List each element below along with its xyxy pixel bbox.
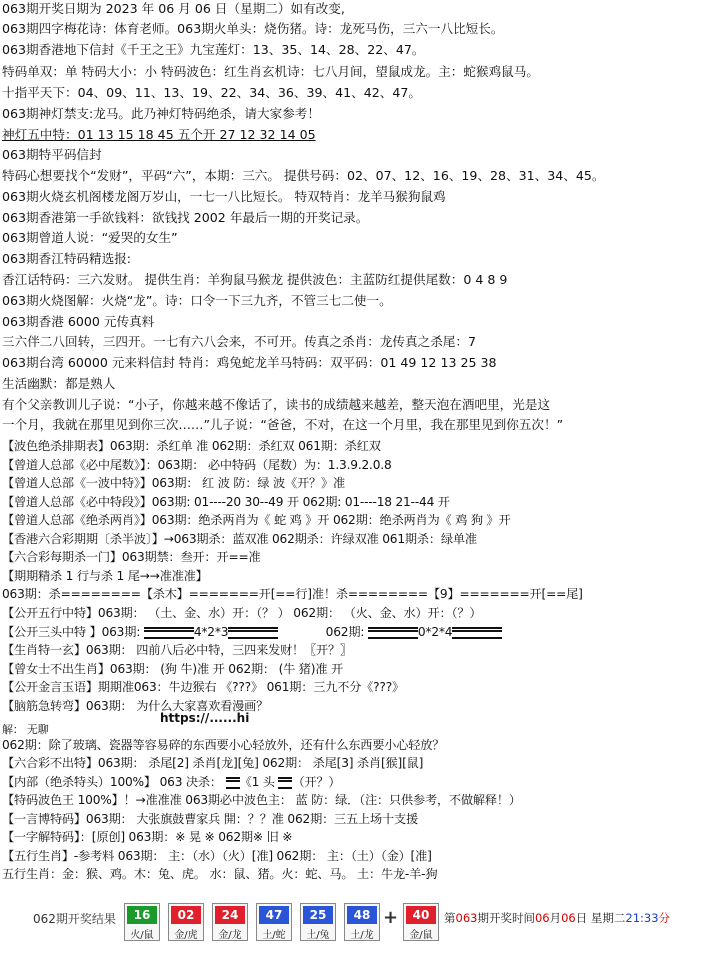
next-time: 21:33 — [625, 911, 659, 925]
url-watermark: https://......hi — [160, 711, 250, 725]
next-mid: 期开奖时间 — [477, 911, 535, 925]
kill-head-line — [2, 775, 340, 790]
text-line: 063期香港第一手欲钱料：欲钱找 2002 年最后一期的开奖记录。 — [2, 210, 369, 225]
ball-number: 48 — [347, 906, 377, 924]
ball-number: 24 — [215, 906, 245, 924]
text-line: 063期香江特码精选报: — [2, 251, 132, 266]
kill-head-result: （开？） — [292, 775, 341, 789]
three-head-062: 0*2*4 — [417, 625, 453, 639]
text-line: 063期香港地下信封《千王之王》九宝莲灯：13、35、14、28、22、47。 — [2, 42, 425, 57]
text-line: 063期火烧图解：火烧“龙”。诗：口令一下三九齐，不管三七二使一。 — [2, 293, 392, 308]
text-line: 五行生肖：金：猴、鸡。木：兔、虎。 水：鼠、猪。火：蛇、马。 土：牛龙-羊-狗 — [2, 867, 438, 881]
text-line: 【脑筋急转弯】063期： 为什么大家喜欢看漫画？ — [2, 699, 269, 713]
block-mark — [452, 627, 502, 639]
text-line: 【一言博特码】063期： 大张旗鼓曹家兵 開：？？准 062期：三五上场十支援 — [2, 812, 418, 826]
results-title: 062期开奖结果 — [33, 912, 116, 926]
next-month-unit: 月 — [549, 911, 562, 925]
result-ball — [168, 903, 204, 941]
text-line: 特码心想要找个“发财”，平码“六”，本期：三六。 提供号码：02、07、12、16、19、28、31、34、45。 — [2, 168, 605, 183]
next-prefix: 第 — [444, 911, 456, 925]
text-line: 【曾道人总部《必中特段》】063期: 01----20 30--49 开 062期: 01----18 21--44 开 — [2, 495, 450, 509]
ball-number: 16 — [127, 906, 157, 924]
results-bar — [0, 900, 718, 978]
text-line: 063期神灯禁支:龙马。此乃神灯特码绝杀，请大家参考！ — [2, 106, 320, 121]
next-issue: 063 — [455, 911, 478, 925]
next-month: 06 — [534, 911, 550, 925]
block-mark — [278, 777, 292, 789]
ball-zodiac: 土/龙 — [350, 930, 374, 941]
result-ball — [124, 903, 160, 941]
text-line: 【波色绝杀排期表】063期：杀红单 准 062期：杀红双 061期：杀红双 — [2, 439, 381, 453]
text-line: 063期台湾 60000 元来料信封 特肖：鸡兔蛇龙羊马特码：双平码：01 49 12 13 25 38 — [2, 355, 497, 370]
ball-number: 02 — [171, 906, 201, 924]
three-head-063: 4*2*3 — [193, 625, 229, 639]
text-line: 063期曾道人说：“爱哭的女生” — [2, 230, 178, 245]
plus-sign: + — [383, 907, 399, 928]
ball-zodiac: 金/鼠 — [409, 930, 433, 941]
text-line: 解： 无聊 — [2, 723, 49, 736]
text-line: 062期：除了玻璃、瓷器等容易碎的东西要小心轻放外，还有什么东西要小心轻放？ — [2, 738, 445, 752]
ball-zodiac: 金/虎 — [174, 930, 198, 941]
next-day-unit: 日 星期二 — [575, 911, 626, 925]
next-draw-time — [444, 910, 670, 926]
text-line: 063期香港 6000 元传真料 — [2, 314, 155, 329]
text-line: 【公开金言玉语】期期准063：牛边猴右 《???》 061期：三九不分《???》 — [2, 680, 404, 694]
ball-zodiac: 土/蛇 — [262, 930, 286, 941]
text-line: 【五行生肖】-参考料 063期： 主：（水）（火）[准] 062期： 主：（土）（金）[准] — [2, 849, 432, 863]
ball-number: 25 — [303, 906, 333, 924]
text-line: 【六合彩不出特】063期： 杀尾[2] 杀肖[龙][兔] 062期： 杀尾[3] 杀肖[猴][鼠] — [2, 756, 424, 770]
next-time-unit: 分 — [658, 911, 671, 925]
text-line: 063期四字梅花诗：体育老师。063期火单头：烧伤猪。诗：龙死马伤，三六一八比短长。 — [2, 21, 504, 36]
text-line: 【生肖特一玄】063期： 四前八后必中特，三四来发财！〖开？〗 — [2, 643, 352, 657]
result-ball — [256, 903, 292, 941]
result-ball — [344, 903, 380, 941]
kill-head-label: 【内部（绝杀特头）100%】 063 决杀： — [2, 775, 222, 789]
ball-zodiac: 土/兔 — [306, 930, 330, 941]
text-line: 香江话特码：三六发财。 提供生肖：羊狗鼠马猴龙 提供波色：主蓝防红提供尾数：0 4 8 9 — [2, 272, 508, 287]
next-day: 06 — [561, 911, 576, 925]
kill-head-tail: 《1 头 — [239, 775, 275, 789]
text-line: 生活幽默：都是熟人 — [2, 376, 116, 391]
ball-number: 40 — [406, 906, 436, 924]
text-line: 一个月，我就在那里见到你三次……”儿子说：“爸爸，不对，在这一个月里，我在那里见到你五次！” — [2, 417, 564, 432]
block-mark — [368, 627, 418, 639]
text-line: 【特码波色王 100%】！→准准准 063期必中波色主： 蓝 防：绿．（注：只供参考，不做解释！） — [2, 793, 521, 807]
three-head-062-label: 062期: — [325, 625, 365, 639]
three-head-label: 【公开三头中特 】063期: — [2, 625, 141, 639]
text-line: 【六合彩每期杀一门】063期禁：叁开：开==准 — [2, 550, 261, 564]
text-line: 063期火烧玄机阁楼龙阁万岁山，一七一八比短长。 特双特肖：龙羊马猴狗鼠鸡 — [2, 189, 446, 204]
text-line: 有个父亲教训儿子说：“小子，你越来越不像话了，读书的成绩越来越差，整天泡在酒吧里，光是这 — [2, 397, 551, 412]
ball-number: 47 — [259, 906, 289, 924]
text-line: 【香港六合彩期期〔杀半波〕】→063期杀：蓝双准 062期杀：许绿双准 061期杀：绿单准 — [2, 532, 477, 546]
special-ball — [403, 903, 439, 941]
block-mark — [226, 777, 240, 789]
text-line: 特码单双：单 特码大小：小 特码波色：红生肖玄机诗：七八月间，望鼠成龙。主：蛇猴鸡鼠马。 — [2, 64, 539, 79]
ball-zodiac: 金/龙 — [218, 930, 242, 941]
text-line: 【曾道人总部《绝杀两肖》】063期：绝杀两肖为《 蛇 鸡 》开 062期：绝杀两肖为《 鸡 狗 》开 — [2, 513, 511, 527]
text-line: 063期开奖日期为 2023 年 06 月 06 日（星期二）如有改变, — [2, 1, 345, 16]
text-line: 063期特平码信封 — [2, 147, 102, 162]
block-mark — [228, 627, 278, 639]
ball-zodiac: 火/鼠 — [130, 930, 154, 941]
block-mark — [144, 627, 194, 639]
text-line: 【一字解特码】：[原创] 063期：※ 晃 ※ 062期※ 旧 ※ — [2, 830, 293, 844]
text-line: 神灯五中特：01 13 15 18 45 五个开 27 12 32 14 05 — [2, 127, 316, 142]
text-line: 【曾女士不出生肖】063期： (狗 牛)准 开 062期： (牛 猪)准 开 — [2, 662, 343, 676]
result-ball — [300, 903, 336, 941]
three-head-line — [2, 625, 502, 640]
text-line: 【公开五行中特】063期： （土、金、水）开：（？ ） 062期： （火、金、水）开：（？） — [2, 606, 482, 620]
text-line: 【曾道人总部《必中尾数》】：063期： 必中特码（尾数）为：1.3.9.2.0.8 — [2, 458, 392, 472]
text-line: 063期：杀========【杀木】=======开[==行]准！杀========【9】=======开[==尾] — [2, 587, 583, 601]
text-line: 【曾道人总部《一波中特》】063期： 红 波 防：绿 波《开？》准 — [2, 476, 345, 490]
result-ball — [212, 903, 248, 941]
text-line: 三六伴二八回转，三四开。一七有六八会来，不可开。传真之杀肖：龙传真之杀尾：7 — [2, 334, 476, 349]
text-line: 【期期精杀 1 行与杀 1 尾→→准准准】 — [2, 569, 208, 583]
text-line: 十指平天下：04、09、11、13、19、22、34、36、39、41、42、47。 — [2, 85, 421, 100]
